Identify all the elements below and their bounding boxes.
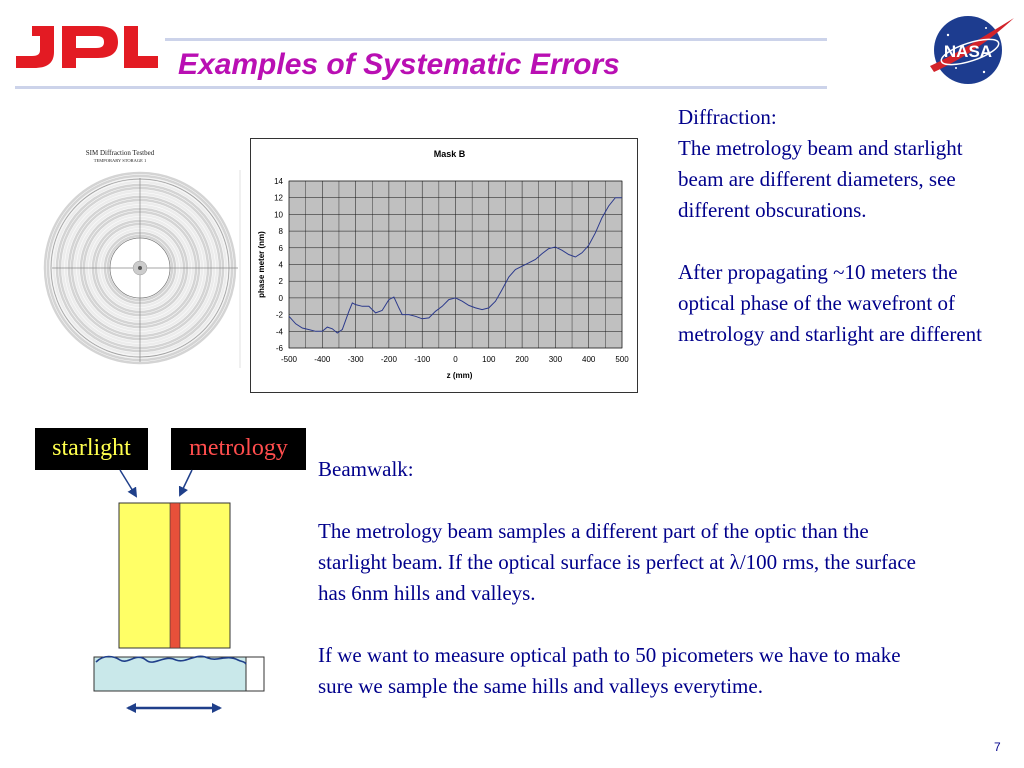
x-tick-label: -400 [314, 355, 331, 364]
optic-block [94, 657, 246, 691]
x-axis-label: z (mm) [446, 371, 473, 380]
y-axis-label: phase meter (nm) [257, 231, 266, 298]
diffraction-image-title: SIM Diffraction Testbed [85, 149, 155, 157]
x-tick-label: 500 [615, 355, 629, 364]
y-tick-label: 12 [274, 193, 283, 203]
beamwalk-paragraph-2: If we want to measure optical path to 50 picometers we have to make sure we sample the same hills and valleys everytime. [318, 643, 901, 698]
lambda-symbol: λ [729, 550, 740, 574]
x-tick-label: -200 [380, 355, 397, 364]
x-tick-label: 200 [515, 355, 529, 364]
metrology-beam [170, 503, 180, 648]
y-tick-label: 0 [278, 293, 283, 303]
starlight-label: starlight [35, 428, 148, 470]
x-tick-label: -500 [280, 355, 298, 364]
beamwalk-paragraph-1 [318, 516, 918, 609]
y-tick-label: -6 [275, 344, 283, 353]
diffraction-image-subtitle: TEMPORARY STORAGE 1 [93, 158, 147, 163]
x-tick-label: 100 [482, 355, 496, 364]
x-tick-label: 400 [582, 355, 596, 364]
beamwalk-diagram [0, 0, 330, 768]
y-tick-label: 6 [278, 243, 283, 253]
page-number: 7 [994, 740, 1001, 754]
metrology-arrow [180, 470, 192, 495]
diffraction-description [678, 102, 1008, 381]
beamwalk-paragraph-1-start: The metrology beam samples a different part of the optic than the starlight beam. If the optical surface is perfect at [318, 519, 869, 574]
x-tick-label: -100 [414, 355, 431, 364]
chart-title: Mask B [433, 149, 466, 159]
optic-edge [246, 657, 264, 691]
diffraction-heading: Diffraction: [678, 105, 777, 129]
diffraction-paragraph-1: The metrology beam and starlight beam are different diameters, see different obscurations. [678, 136, 963, 222]
y-tick-label: 4 [278, 260, 283, 270]
y-tick-label: 2 [278, 277, 283, 287]
x-tick-label: 300 [548, 355, 563, 364]
nasa-logo [926, 10, 1016, 90]
beamwalk-paragraph-1-end: /100 rms, the surface has 6nm hills and valleys. [318, 550, 916, 605]
diffraction-paragraph-2: After propagating ~10 meters the optical phase of the wavefront of metrology and starlight are different [678, 260, 983, 346]
y-tick-label: 10 [274, 210, 283, 220]
starlight-arrow [120, 470, 136, 496]
nasa-logo-text: NASA [943, 42, 993, 61]
y-tick-label: 8 [278, 227, 283, 237]
y-tick-label: 14 [274, 177, 283, 186]
metrology-label: metrology [171, 428, 306, 470]
x-tick-label: -300 [347, 355, 364, 364]
y-tick-label: -2 [275, 310, 283, 320]
beamwalk-heading: Beamwalk: [318, 457, 414, 481]
slide-title: Examples of Systematic Errors [178, 48, 620, 81]
y-tick-label: -4 [275, 327, 283, 337]
x-tick-label: 0 [453, 355, 458, 364]
beamwalk-description [318, 454, 918, 733]
